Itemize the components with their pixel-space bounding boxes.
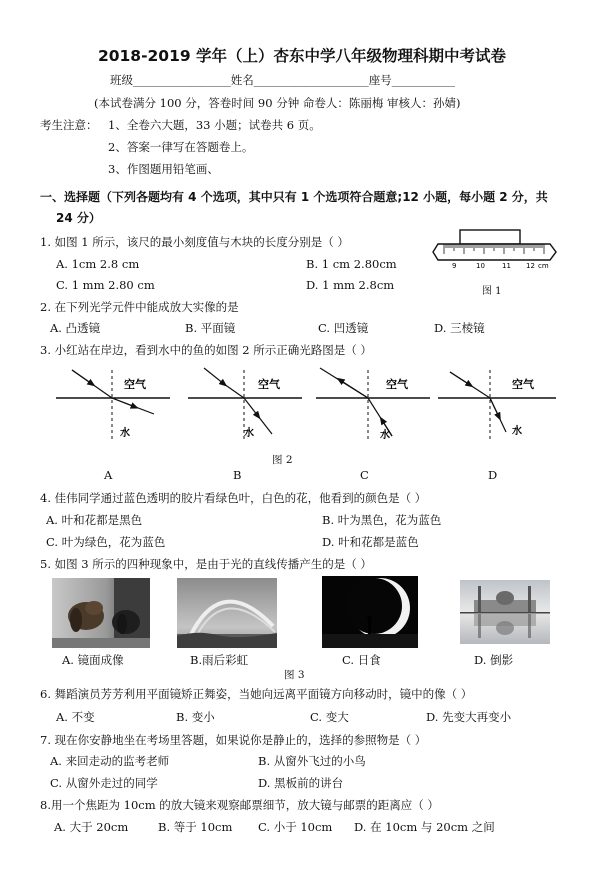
question-8-stem: 8.用一个焦距为 10cm 的放大镜来观察邮票细节，放大镜与邮票的距离应（ ） (40, 798, 439, 812)
air-label: 空气 (512, 378, 534, 391)
q6-option-d: D. 先变大再变小 (426, 710, 512, 724)
question-1-stem: 1. 如图 1 所示，该尺的最小刻度值与木块的长度分别是（ ） (40, 235, 349, 249)
photo-water-reflection (460, 580, 550, 644)
q1-option-b: B. 1 cm 2.80cm (306, 257, 397, 271)
note-2: 2、答案一律写在答题卷上。 (108, 140, 254, 154)
photo-mirror-dog (52, 578, 150, 648)
ruler-unit-label: cm (538, 262, 549, 270)
q5-caption-b: B.雨后彩虹 (190, 653, 249, 667)
q3-option-a: A (104, 468, 113, 482)
q7-option-c: C. 从窗外走过的同学 (50, 776, 158, 790)
figure-2-light-paths (40, 358, 564, 442)
q4-option-c: C. 叶为绿色，花为蓝色 (46, 535, 166, 549)
q8-option-d: D. 在 10cm 与 20cm 之间 (354, 820, 495, 834)
ruler-tick-label: 9 (452, 262, 457, 270)
light-path-diagram-c (316, 368, 430, 441)
light-path-diagram-b (188, 368, 302, 440)
figure-2-caption: 图 2 (272, 454, 293, 466)
section-heading-cont: 24 分） (56, 211, 101, 225)
q7-option-d: D. 黑板前的讲台 (258, 776, 344, 790)
water-label: 水 (512, 426, 522, 437)
q1-option-c: C. 1 mm 2.80 cm (56, 278, 155, 292)
ruler-tick-label: 12 (526, 262, 535, 270)
q2-option-d: D. 三棱镜 (434, 321, 485, 335)
exam-title: 2018-2019 学年（上）杏东中学八年级物理科期中考试卷 (97, 47, 507, 65)
air-label: 空气 (386, 378, 408, 391)
question-6-stem: 6. 舞蹈演员芳芳利用平面镜矫正舞姿，当她向远离平面镜方向移动时，镜中的像（ ） (40, 687, 473, 701)
q1-option-a: A. 1cm 2.8 cm (56, 257, 140, 271)
q3-option-b: B (233, 468, 242, 482)
water-label: 水 (244, 428, 254, 439)
figure-1-ruler (430, 228, 560, 280)
q4-option-b: B. 叶为黑色，花为蓝色 (322, 513, 442, 527)
wood-block (460, 230, 520, 244)
question-7-stem: 7. 现在你安静地坐在考场里答题，如果说你是静止的，选择的参照物是（ ） (40, 733, 427, 747)
question-2-stem: 2. 在下列光学元件中能成放大实像的是 (40, 300, 239, 314)
note-1: 1、全卷六大题，33 小题；试卷共 6 页。 (108, 118, 321, 132)
q6-option-b: B. 变小 (176, 710, 215, 724)
water-label: 水 (120, 428, 130, 439)
section-heading: 一、选择题（下列各题均有 4 个选项，其中只有 1 个选项符合题意;12 小题，每小题 2 分，共 (40, 190, 548, 204)
q2-option-c: C. 凹透镜 (318, 321, 369, 335)
q4-option-a: A. 叶和花都是黑色 (46, 513, 143, 527)
water-label: 水 (380, 430, 390, 441)
photo-solar-eclipse (322, 576, 418, 648)
q4-option-d: D. 叶和花都是蓝色 (322, 535, 419, 549)
q8-option-a: A. 大于 20cm (54, 820, 129, 834)
notes-label: 考生注意： (40, 118, 98, 132)
exam-info: (本试卷满分 100 分，答卷时间 90 分钟 命卷人：陈丽梅 审核人：孙婧) (94, 96, 461, 110)
question-5-stem: 5. 如图 3 所示的四种现象中，是由于光的直线传播产生的是（ ） (40, 557, 372, 571)
q5-caption-d: D. 倒影 (474, 653, 514, 667)
q8-option-c: C. 小于 10cm (258, 820, 333, 834)
question-4-stem: 4. 佳伟同学通过蓝色透明的胶片看绿色叶，白色的花，他看到的颜色是（ ） (40, 491, 427, 505)
q8-option-b: B. 等于 10cm (158, 820, 233, 834)
q6-option-a: A. 不变 (56, 710, 95, 724)
figure-1-caption: 图 1 (482, 286, 502, 297)
ruler-body (433, 244, 556, 260)
q3-option-c: C (360, 468, 369, 482)
q5-caption-a: A. 镜面成像 (62, 653, 124, 667)
question-3-stem: 3. 小红站在岸边，看到水中的鱼的如图 2 所示正确光路图是（ ） (40, 343, 372, 357)
q7-option-b: B. 从窗外飞过的小鸟 (258, 754, 366, 768)
ruler-tick-label: 10 (476, 262, 485, 270)
air-label: 空气 (258, 378, 280, 391)
q2-option-b: B. 平面镜 (185, 321, 236, 335)
q6-option-c: C. 变大 (310, 710, 349, 724)
student-info-line: 班级_________________姓名____________________座号___________ (110, 73, 455, 87)
q3-option-d: D (488, 468, 498, 482)
light-path-diagram-a (56, 370, 170, 440)
note-3: 3、作图题用铅笔画、 (108, 162, 219, 176)
air-label: 空气 (124, 378, 146, 391)
q5-caption-c: C. 日食 (342, 653, 381, 667)
ruler-tick-label: 11 (502, 262, 511, 270)
light-path-diagram-d (438, 370, 556, 440)
q1-option-d: D. 1 mm 2.8cm (306, 278, 395, 292)
figure-3-caption: 图 3 (284, 669, 305, 681)
photo-rainbow (177, 578, 277, 648)
q2-option-a: A. 凸透镜 (50, 321, 101, 335)
q7-option-a: A. 来回走动的监考老师 (50, 754, 170, 768)
